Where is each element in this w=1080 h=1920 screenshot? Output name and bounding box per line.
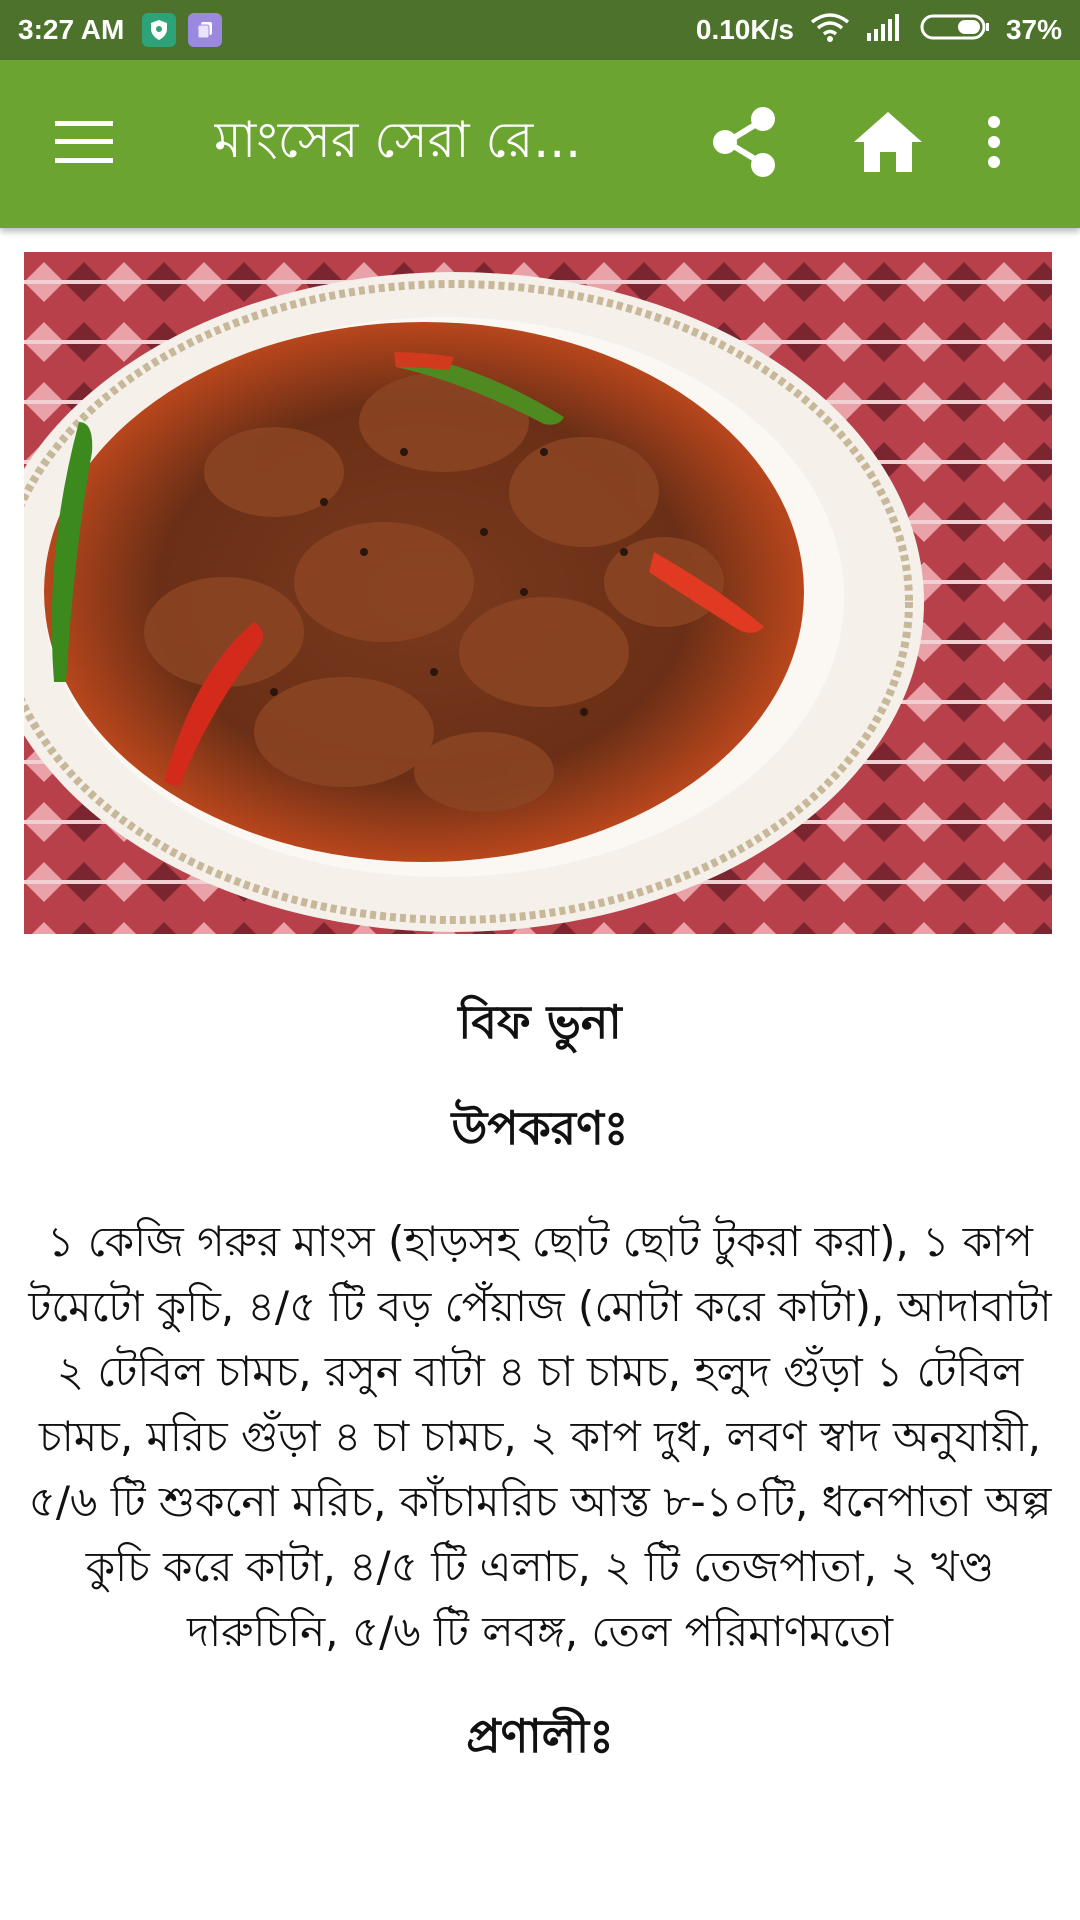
status-right-group xyxy=(696,12,1062,49)
app-title: মাংসের সেরা রে... xyxy=(214,110,581,169)
network-speed: 0.10K/s xyxy=(695,14,794,45)
battery-icon xyxy=(920,13,990,48)
ingredients-text: ১ কেজি গরুর মাংস (হাড়সহ ছোট ছোট টুকরা করা), ১ কাপ টমেটো কুচি, ৪/৫ টি বড় পেঁয়াজ (মোটা করে কাটা), আদাবাটা ২ টেবিল চামচ, রসুন বাটা ৪ চা চামচ, হলুদ গুঁড়া ১ টেবিল চামচ, মরিচ গুঁড়া ৪ চা চামচ, ২ কাপ দুধ, লবণ স্বাদ অনুযায়ী, ৫/৬ টি শুকনো মরিচ, কাঁচামরিচ আস্ত ৮-১০টি, ধনেপাতা অল্প কুচি করে কাটা, ৪/৫ টি এলাচ, ২ টি তেজপাতা, ২ খণ্ড দারুচিনি, ৫/৬ টি লবঙ্গ, তেল পরিমাণমতো xyxy=(28,1216,1052,1656)
home-button[interactable] xyxy=(828,60,948,228)
method-heading: প্রণালীঃ xyxy=(466,1708,614,1763)
hamburger-menu-button[interactable] xyxy=(0,60,168,228)
battery-percent: 37% xyxy=(1005,14,1062,45)
recipe-title: বিফ ভুনা xyxy=(458,995,622,1049)
overflow-menu-icon xyxy=(987,116,1001,172)
app-bar xyxy=(0,60,1080,228)
hamburger-menu-icon xyxy=(55,121,113,167)
status-time: 3:27 AM xyxy=(18,14,125,45)
share-button[interactable] xyxy=(684,60,804,228)
share-icon xyxy=(711,106,777,182)
overflow-menu-button[interactable] xyxy=(956,60,1032,228)
recipe-photo xyxy=(24,252,1052,934)
home-icon xyxy=(852,110,924,178)
shield-notification-icon xyxy=(142,13,176,47)
recipe-content xyxy=(24,970,1056,1768)
beef-curry-photo xyxy=(24,252,1052,934)
wifi-icon xyxy=(810,12,850,49)
copy-notification-icon xyxy=(188,13,222,47)
status-bar xyxy=(0,0,1080,60)
ingredients-heading: উপকরণঃ xyxy=(451,1101,629,1156)
signal-icon xyxy=(866,13,904,48)
